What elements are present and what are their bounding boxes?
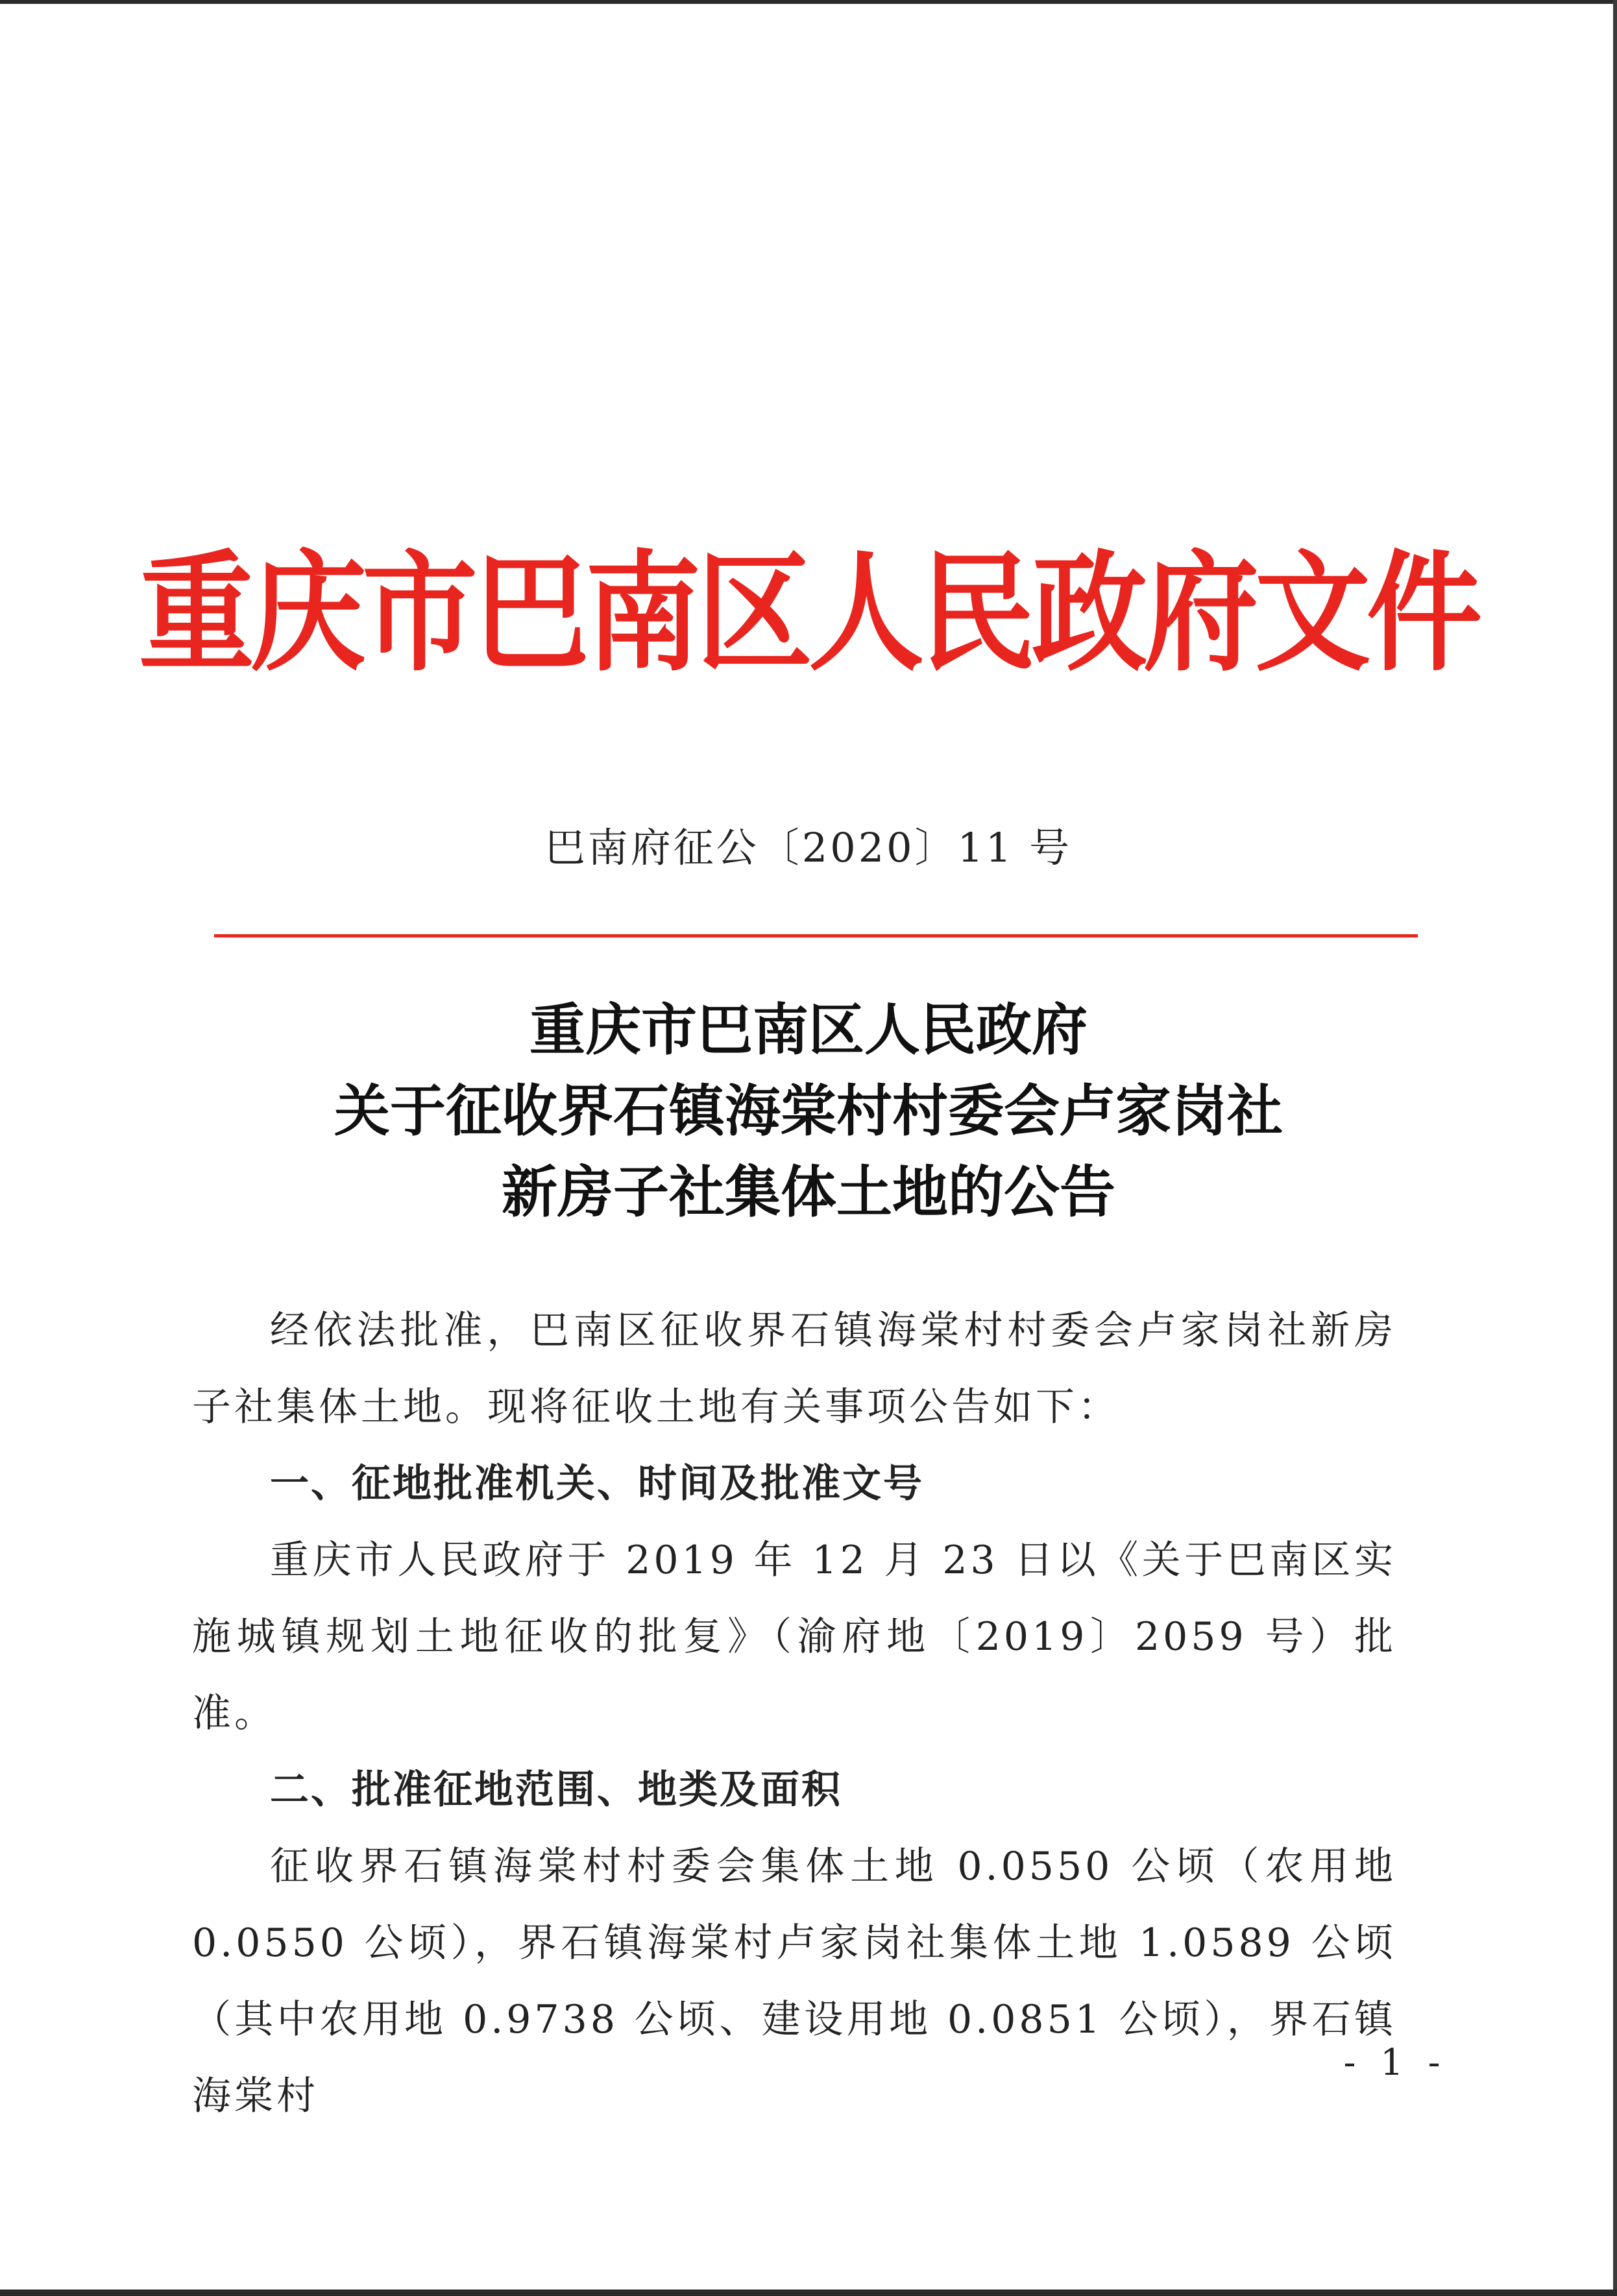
- section-1-paragraph: 重庆市人民政府于 2019 年 12 月 23 日以《关于巴南区实施城镇规划土地征收的批复》（渝府地〔2019〕2059 号）批准。: [192, 1538, 1396, 1736]
- scan-edge-bottom: [0, 2290, 1617, 2296]
- document-number: 巴南府征公〔2020〕11 号: [544, 824, 1073, 871]
- title-line-1: 重庆市巴南区人民政府: [529, 997, 1088, 1063]
- issuer-header: 重庆市巴南区人民政府文件: [139, 537, 1478, 689]
- title-line-2: 关于征收界石镇海棠村村委会卢家岗社: [334, 1078, 1283, 1144]
- section-2-heading: 二、批准征地范围、地类及面积: [270, 1767, 842, 1813]
- document-title: [0, 989, 1617, 1233]
- page-number: - 1 -: [1343, 2042, 1447, 2084]
- section-1-heading: 一、征地批准机关、时间及批准文号: [270, 1461, 924, 1506]
- document-body: [192, 1292, 1396, 2134]
- intro-paragraph: 经依法批准，巴南区征收界石镇海棠村村委会卢家岗社新房子社集体土地。现将征收土地有关事项公告如下：: [192, 1308, 1396, 1430]
- red-divider: [214, 934, 1418, 937]
- title-line-3: 新房子社集体土地的公告: [502, 1159, 1115, 1225]
- scan-edge-top: [0, 0, 1617, 4]
- section-2-paragraph: 征收界石镇海棠村村委会集体土地 0.0550 公顷（农用地 0.0550 公顷），界石镇海棠村卢家岗社集体土地 1.0589 公顷（其中农用地 0.9738 公顷、建设用地 0.0851 公顷），界石镇海棠村: [192, 1844, 1396, 2119]
